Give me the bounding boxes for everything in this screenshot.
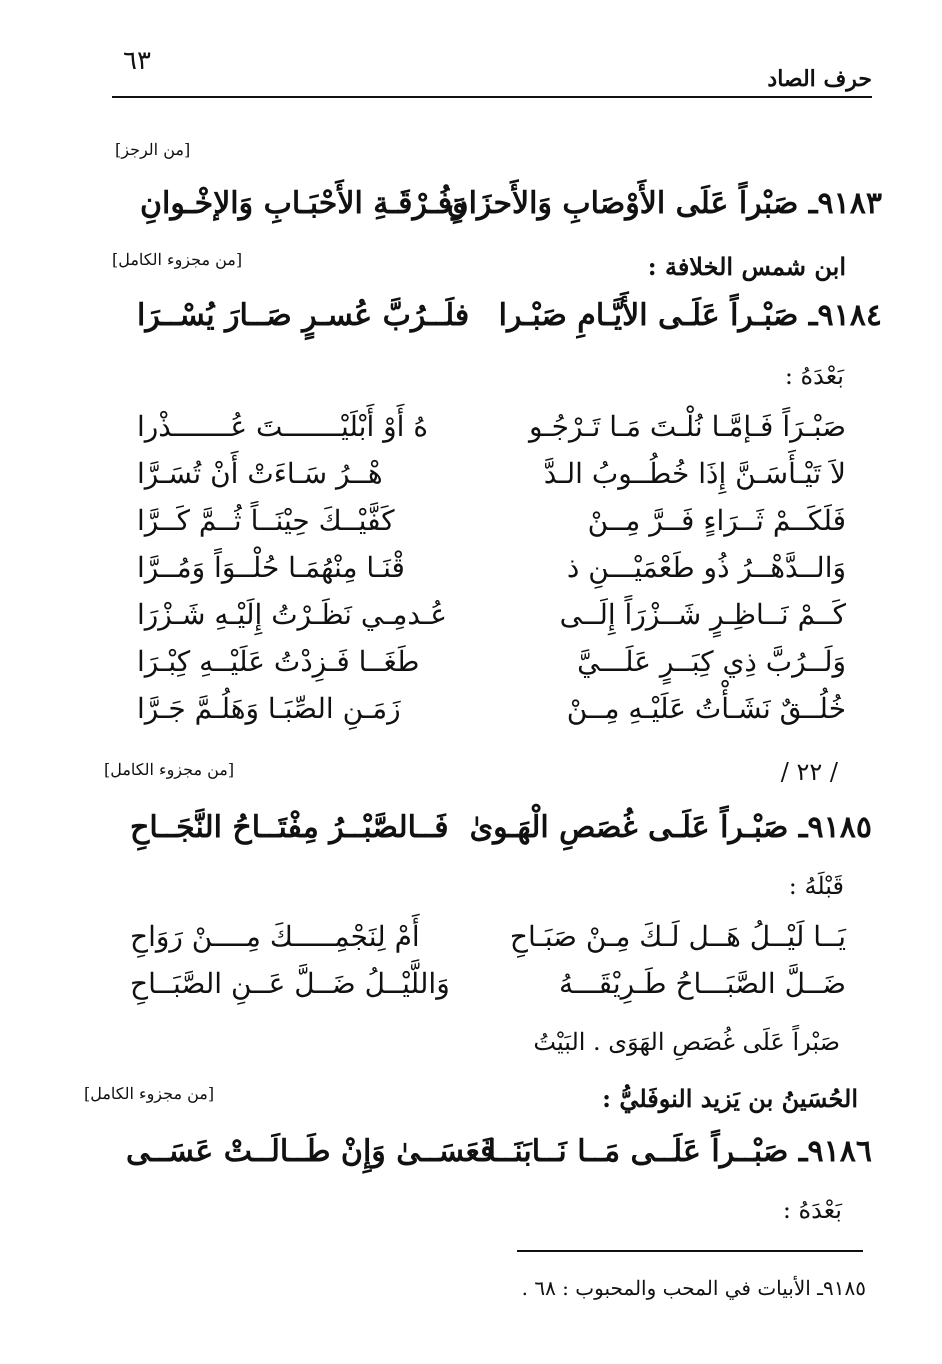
verse-first-hemistich: ٩١٨٤ـ صَبْـراً عَلَـى الأَيَّـامِ صَبْـرا [498,298,882,333]
header-rule [112,96,872,98]
page-reference: / ٢٢ / [780,758,838,786]
couplet-right: لاَ تَيْـأَسَـنَّ إِذَا خُطُــوبُ الـدَّ [543,457,846,490]
couplet-right: يَــا لَيْــلُ هَــل لَـكَ مِـنْ صَبَـاحِ [509,920,846,953]
poet-name: ابن شمس الخلافة : [647,252,846,281]
after-label: بَعْدَهُ : [782,1196,842,1224]
meter-label: [من الرجز] [115,140,191,159]
verse-first-hemistich: ٩١٨٣ـ صَبْراً عَلَى الأَوْصَابِ وَالأَحزَانِ [446,186,882,221]
page-number: ٦٣ [123,46,151,76]
meter-label: [من مجزوء الكامل] [112,250,243,269]
footnote: ٩١٨٥ـ الأبيات في المحب والمحبوب : ٦٨ . [521,1276,866,1300]
footnote-rule [517,1250,863,1252]
couplet-left: كَفَّيْــكَ حِيْنَــاً ثُــمَّ كَــرَّا [137,504,395,537]
couplet-right: ضَــلَّ الصَّبَـــاحُ طَـرِيْقَـــهُ [559,967,846,1000]
couplet-left: عُـدمِـي نَظَـرْتُ إِلَيْـهِ شَـزْرَا [137,598,448,631]
couplet-right: صَبْـرَاً فَـإمَّـا نُلْـتَ مَـا تَـرْجُـو [528,410,846,443]
verse-second-hemistich: فلَــرُبَّ عُسـرٍ صَــارَ يُسْــرَا [137,298,470,333]
couplet-left: وَاللَّيْــلُ ضَــلَّ عَــنِ الصَّبَــاحِ [130,967,450,1000]
tail-line: صَبْراً عَلَى غُصَصِ الهَوَى . البَيْتُ [533,1028,840,1056]
before-label: قَبْلَهُ : [788,872,844,900]
verse-second-hemistich: وَفُـرْقَـةِ الأَحْبَـابِ وَالإخْـوانِ [140,186,467,221]
couplet-left: أَمْ لِنَجْمِـــــكَ مِــــنْ رَوَاحِ [130,920,420,953]
after-label: بَعْدَهُ : [784,362,844,390]
couplet-left: هْــرُ سَـاءَتْ أَنْ تُسَـرَّا [137,457,383,490]
couplet-right: خُلُــقٌ نَشَـأْتُ عَلَيْـهِ مِــنْ [566,692,846,725]
couplet-right: وَالــدَّهْــرُ ذُو طَعْمَيْـــنِ ذ [566,551,846,584]
couplet-left: زَمَـنِ الصِّبَـا وَهَلُـمَّ جَـرَّا [137,692,401,725]
verse-first-hemistich: ٩١٨٥ـ صَبْـراً عَلَـى غُصَصِ الْهَـوىٰ [469,810,872,845]
verse-first-hemistich: ٩١٨٦ـ صَبْــراً عَلَــى مَــا نَــابَنَــا [487,1134,872,1169]
running-header-title: حرف الصاد [767,66,872,92]
verse-second-hemistich: فَعَسَــىٰ وَإِنْ طَــالَــتْ عَسَــى [126,1134,495,1169]
couplet-left: هُ أَوْ أَبْلَيْـــــــتَ عُـــــــذْرا [137,410,429,443]
verse-second-hemistich: فَــالصَّبْــرُ مِفْتَــاحُ النَّجَــاحِ [130,810,449,845]
couplet-right: فَلَكَــمْ ثَــرَاءٍ فَــرَّ مِــنْ [587,504,846,537]
couplet-right: وَلَــرُبَّ ذِي كِبَــرٍ عَلَـــيَّ [577,645,846,678]
couplet-left: قْنَـا مِنْهُمَـا حُلْــوَاً وَمُــرَّا [137,551,405,584]
couplet-left: طَغَــا فَـزِدْتُ عَلَيْــهِ كِبْـرَا [137,645,420,678]
meter-label: [من مجزوء الكامل] [84,1084,215,1103]
meter-label: [من مجزوء الكامل] [104,760,235,779]
couplet-right: كَــمْ نَــاظِـرٍ شَــزْرَاً إِلَــى [559,598,846,631]
poet-name: الحُسَينُ بن يَزيد النوفَليُّ : [602,1084,858,1113]
